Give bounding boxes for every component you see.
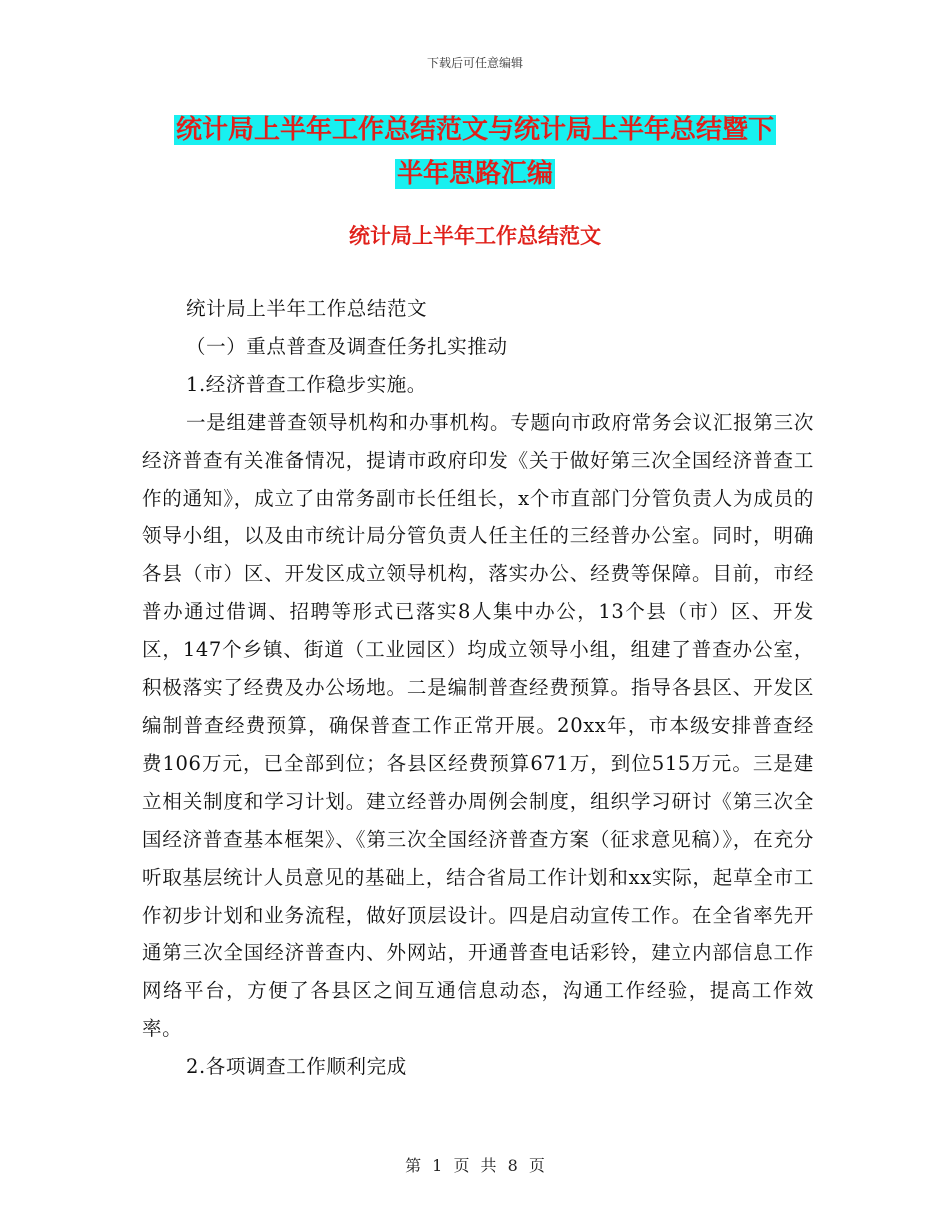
paragraph-subheading: （一）重点普查及调查任务扎实推动 (186, 334, 508, 358)
section-title: 统计局上半年工作总结范文 (349, 224, 601, 248)
main-title-line-1-text: 统计局上半年工作总结范文与统计局上半年总结暨下 (175, 115, 774, 145)
main-title-line-2-text: 半年思路汇编 (396, 159, 553, 189)
page-footer: 第 1 页 共 8 页 (405, 1156, 545, 1175)
paragraph-main: 一是组建普查领导机构和办事机构。专题向市政府常务会议汇报第三次经济普查有关准备情况，提请市政府印发《关于做好第三次全国经济普查工作的通知》，成立了由常务副市长任组长，x个市直部门分管负责人为成员的领导小组，以及由市统计局分管负责人任主任的三经普办公室。同时，明确各县（市）区、开发区成立领导机构，落实办公、经费等保障。目前，市经普办通过借调、招聘等形式已落实8人集中办公，13个县（市）区、开发区，147个乡镇、街道（工业园区）均成立领导小组，组建了普查办公室，积极落实了经费及办公场地。二是编制普查经费预算。指导各县区、开发区编制普查经费预算，确保普查工作正常开展。20xx年，市本级安排普查经费106万元，已全部到位；各县区经费预算671万，到位515万元。三是建立相关制度和学习计划。建立经普办周例会制度，组织学习研讨《第三次全国经济普查基本框架》、《第三次全国经济普查方案（征求意见稿）》，在充分听取基层统计人员意见的基础上，结合省局工作计划和xx实际，起草全市工作初步计划和业务流程，做好顶层设计。四是启动宣传工作。在全省率先开通第三次全国经济普查内、外网站，开通普查电话彩铃，建立内部信息工作网络平台，方便了各县区之间互通信息动态，沟通工作经验，提高工作效率。 (142, 410, 814, 1041)
header-note: 下载后可任意编辑 (426, 56, 523, 70)
main-title-line-1 (0, 110, 950, 150)
paragraph-heading: 统计局上半年工作总结范文 (186, 297, 428, 320)
main-title-line-2 (0, 154, 950, 194)
paragraph-item-2: 2.各项调查工作顺利完成 (186, 1055, 407, 1079)
document-body (142, 290, 814, 1086)
paragraph-item-1: 1.经济普查工作稳步实施。 (186, 372, 427, 396)
